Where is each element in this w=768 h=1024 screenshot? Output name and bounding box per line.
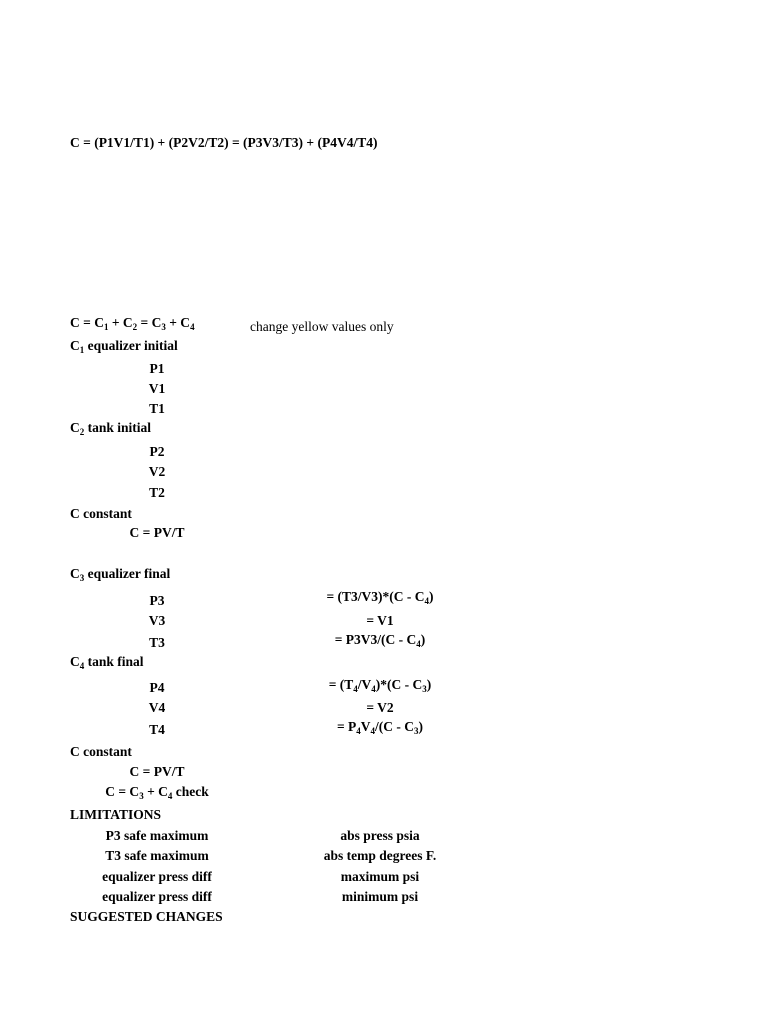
c-constant-label: C constant	[70, 506, 132, 521]
limitation-label: T3 safe maximum	[105, 848, 209, 863]
check-line: $C = C_3 + C_4$ check	[105, 784, 209, 801]
p4-formula: = $(T_4/V_4)*(C - C_3)$	[328, 677, 432, 694]
var-t3: T3	[149, 635, 165, 650]
instruction-note: change yellow values only	[250, 319, 394, 334]
limitation-label: P3 safe maximum	[105, 828, 209, 843]
suggested-changes-title: SUGGESTED CHANGES	[70, 909, 223, 924]
var-p3: P3	[149, 593, 165, 608]
c-formula-2: C = PV/T	[129, 764, 185, 779]
var-v4: V4	[148, 700, 166, 715]
c2-section-label: $C_2$ tank initial	[70, 420, 152, 437]
limitation-label: equalizer press diff	[102, 869, 212, 884]
var-p4: P4	[149, 680, 165, 695]
var-p1: P1	[149, 361, 165, 376]
main-equation: C = (P1V1/T1) + (P2V2/T2) = (P3V3/T3) + (P4V4/T4)	[70, 135, 378, 150]
v4-formula: = V2	[366, 700, 394, 715]
var-t1: T1	[149, 401, 165, 416]
t3-formula: = $P3V3/(C - C_4)$	[334, 632, 426, 649]
var-v1: V1	[148, 381, 166, 396]
c-formula: C = PV/T	[129, 525, 185, 540]
p3-formula: = $(T3/V3)*(C - C_4)$	[326, 589, 434, 606]
var-t2: T2	[149, 485, 165, 500]
c-constant-label-2: C constant	[70, 744, 132, 759]
limitation-unit: abs press psia	[340, 828, 420, 843]
c4-section-label: $C_4$ tank final	[70, 654, 144, 671]
t4-formula: = $P_4V_4/(C - C_3)$	[336, 719, 424, 736]
limitation-unit: maximum psi	[340, 869, 420, 884]
c1-section-label: $C_1$ equalizer initial	[70, 338, 178, 355]
var-t4: T4	[149, 722, 165, 737]
limitation-label: equalizer press diff	[102, 889, 212, 904]
v3-formula: = V1	[366, 613, 394, 628]
var-v2: V2	[148, 464, 166, 479]
var-v3: V3	[148, 613, 166, 628]
c3-section-label: $C_3$ equalizer final	[70, 566, 171, 583]
limitation-unit: abs temp degrees F.	[323, 848, 437, 863]
sum-equation: $C = C_1 + C_2 = C_3 + C_4$	[70, 315, 195, 332]
limitations-title: LIMITATIONS	[70, 807, 162, 822]
limitation-unit: minimum psi	[341, 889, 419, 904]
var-p2: P2	[149, 444, 165, 459]
